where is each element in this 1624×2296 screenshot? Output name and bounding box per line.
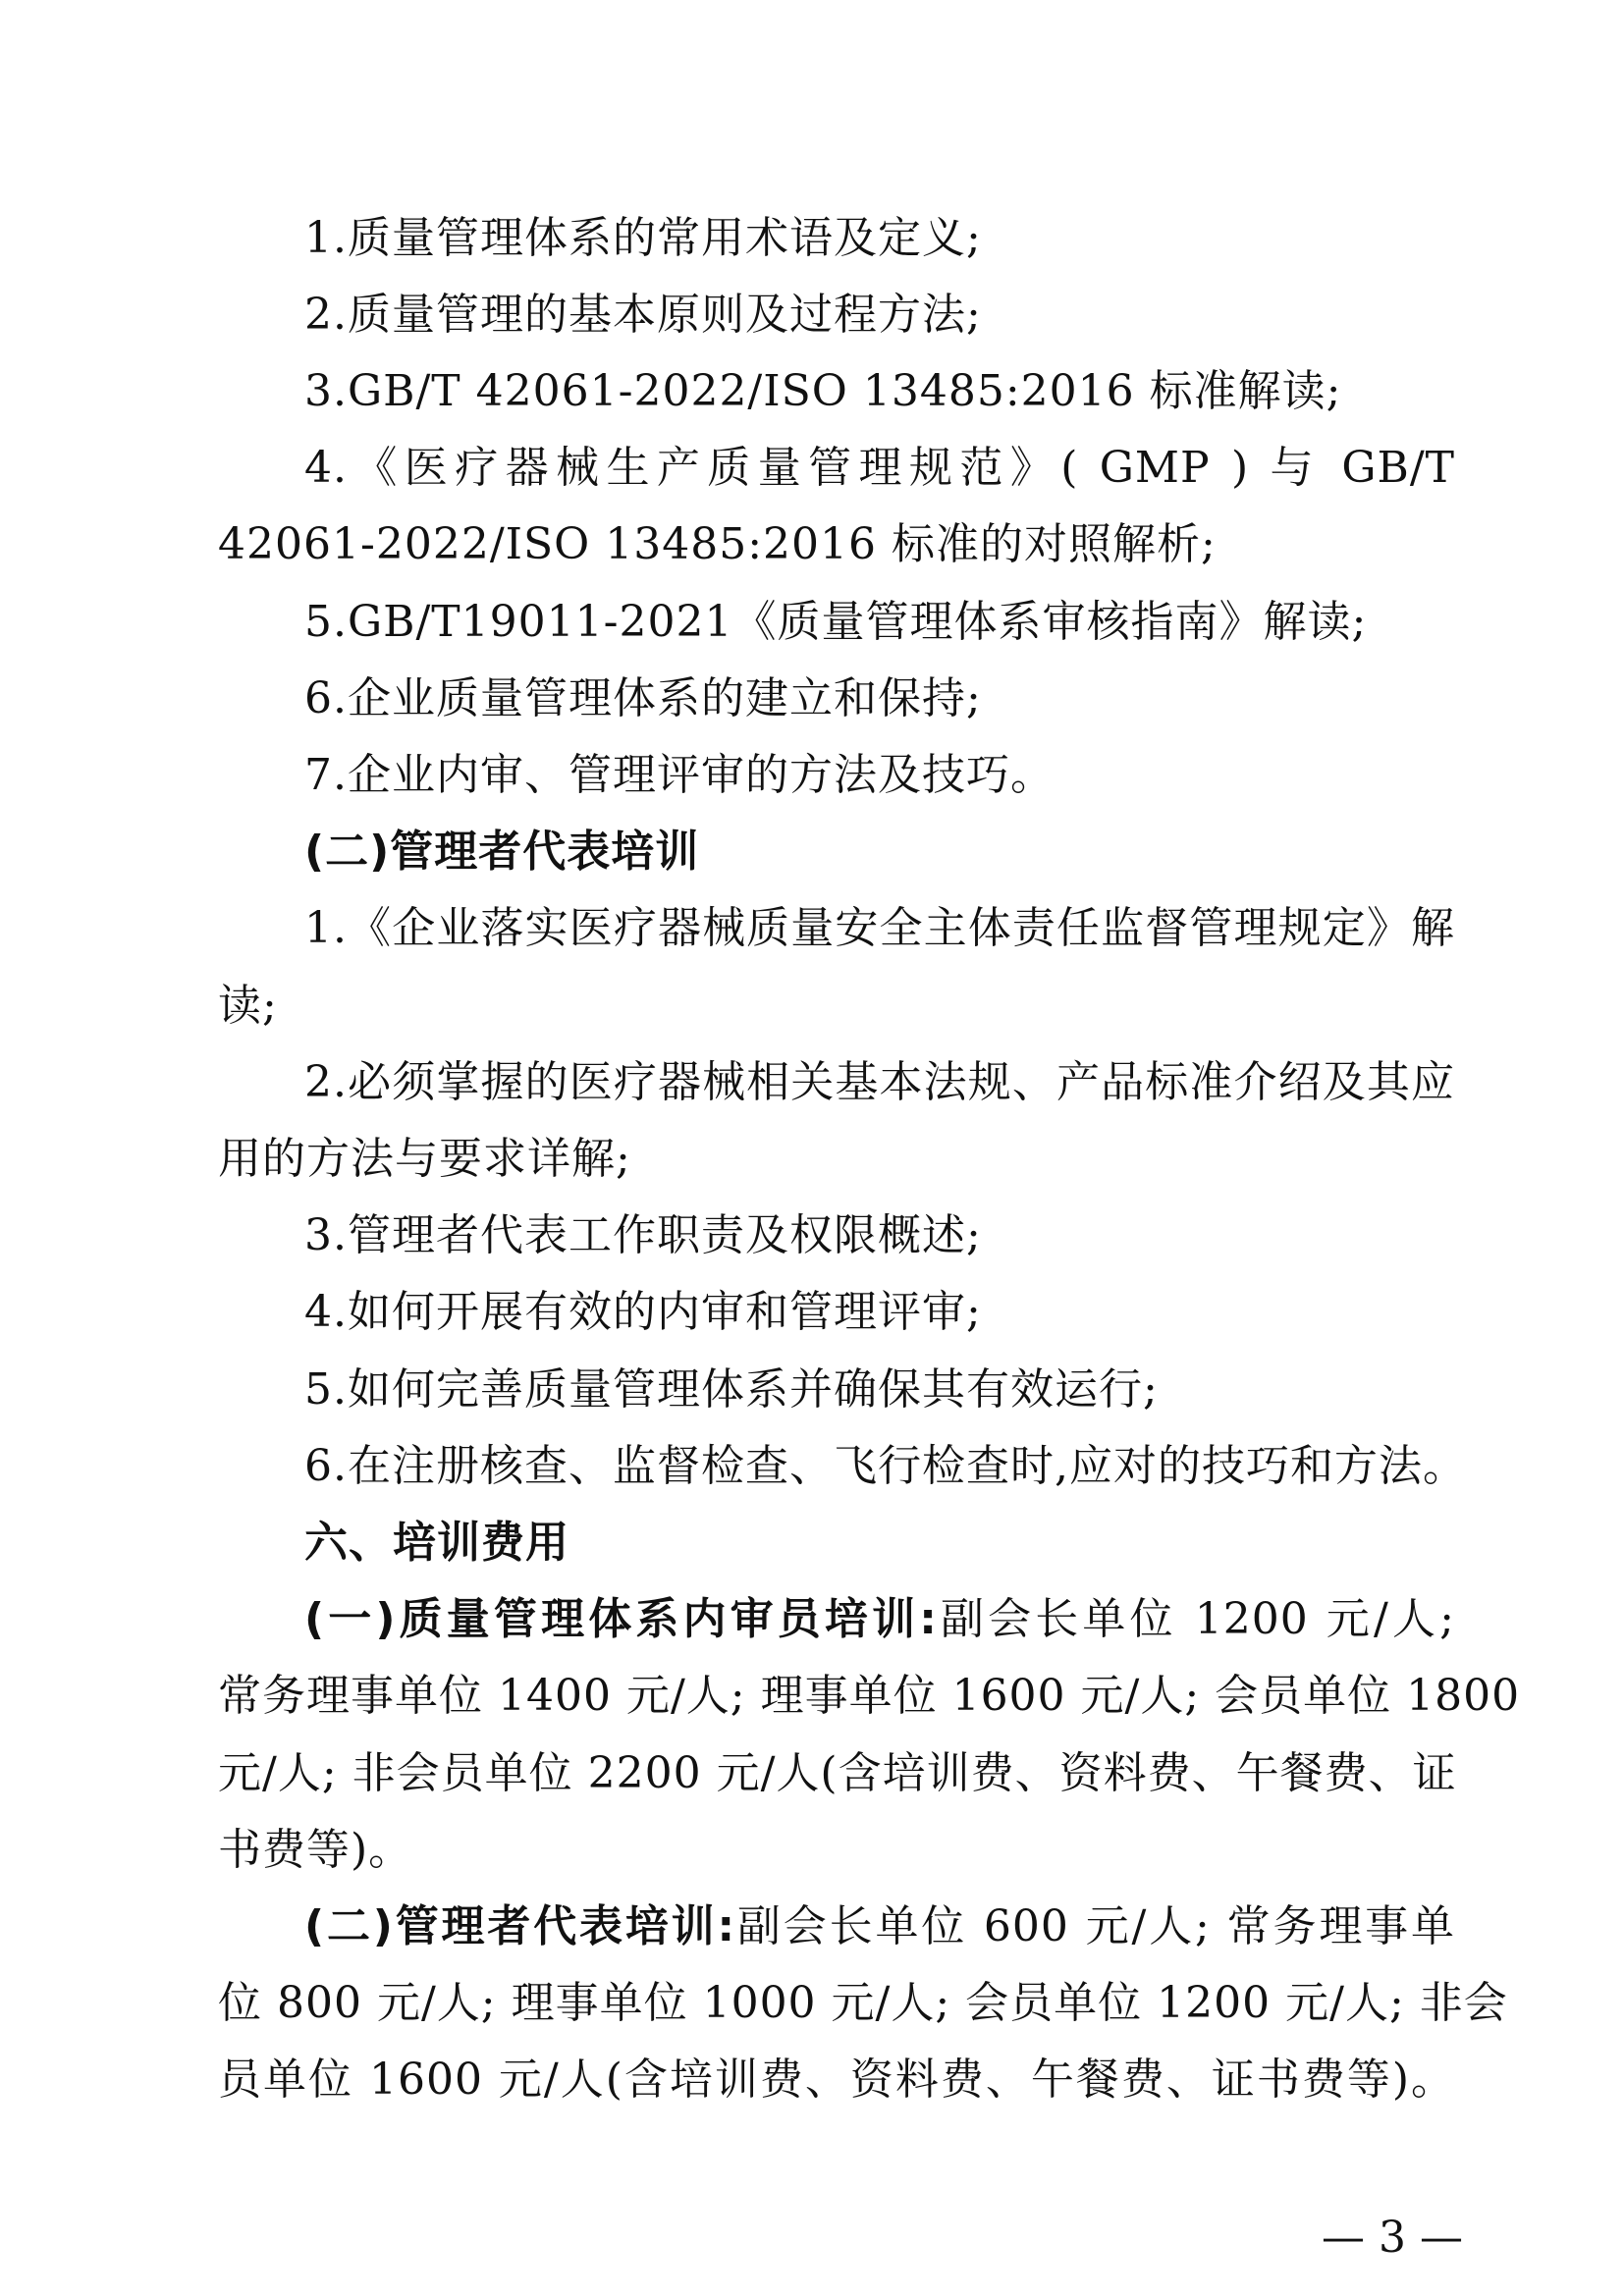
list-item: 3.管理者代表工作职责及权限概述; bbox=[304, 1210, 982, 1260]
list-item: 7.企业内审、管理评审的方法及技巧。 bbox=[304, 750, 1055, 800]
list-item: 6.企业质量管理体系的建立和保持; bbox=[304, 673, 982, 723]
list-item: 2.必须掌握的医疗器械相关基本法规、产品标准介绍及其应 bbox=[304, 1057, 1455, 1107]
list-item: 5.如何完善质量管理体系并确保其有效运行; bbox=[304, 1364, 1159, 1415]
fee-text: 副会长单位 600 元/人; 常务理事单 bbox=[735, 1901, 1455, 1951]
fee-text: 副会长单位 1200 元/人; bbox=[937, 1594, 1455, 1644]
section-heading: (二)管理者代表培训 bbox=[304, 827, 700, 877]
fee-paragraph-line: 元/人; 非会员单位 2200 元/人(含培训费、资料费、午餐费、证 bbox=[218, 1748, 1457, 1798]
list-item: 2.质量管理的基本原则及过程方法; bbox=[304, 290, 982, 340]
list-item: 6.在注册核查、监督检查、飞行检查时,应对的技巧和方法。 bbox=[304, 1441, 1467, 1491]
fee-label: (二)管理者代表培训: bbox=[304, 1901, 736, 1951]
fee-label: (一)质量管理体系内审员培训: bbox=[304, 1594, 938, 1644]
fee-paragraph-line: 员单位 1600 元/人(含培训费、资料费、午餐费、证书费等)。 bbox=[218, 2055, 1455, 2105]
list-item-continuation: 用的方法与要求详解; bbox=[218, 1134, 631, 1184]
list-item: 1.《企业落实医疗器械质量安全主体责任监督管理规定》解 bbox=[304, 903, 1455, 953]
list-item: 4.《医疗器械生产质量管理规范》( GMP ) 与 GB/T bbox=[304, 443, 1455, 493]
list-item: 5.GB/T19011-2021《质量管理体系审核指南》解读; bbox=[304, 597, 1368, 647]
list-item: 1.质量管理体系的常用术语及定义; bbox=[304, 213, 982, 263]
fee-paragraph-line: 常务理事单位 1400 元/人; 理事单位 1600 元/人; 会员单位 1800 bbox=[218, 1671, 1521, 1721]
fee-paragraph-line: 位 800 元/人; 理事单位 1000 元/人; 会员单位 1200 元/人; 非会 bbox=[218, 1978, 1508, 2028]
page-number: — 3 — bbox=[1322, 2213, 1463, 2263]
list-item: 4.如何开展有效的内审和管理评审; bbox=[304, 1287, 982, 1337]
fee-paragraph-line: 书费等)。 bbox=[218, 1825, 413, 1875]
list-item: 3.GB/T 42061-2022/ISO 13485:2016 标准解读; bbox=[304, 366, 1342, 416]
section-heading: 六、培训费用 bbox=[304, 1518, 569, 1568]
list-item-continuation: 读; bbox=[218, 981, 278, 1031]
fee-paragraph-line bbox=[304, 1590, 1455, 1649]
fee-paragraph-line bbox=[304, 1897, 1455, 1956]
list-item-continuation: 42061-2022/ISO 13485:2016 标准的对照解析; bbox=[218, 519, 1217, 569]
